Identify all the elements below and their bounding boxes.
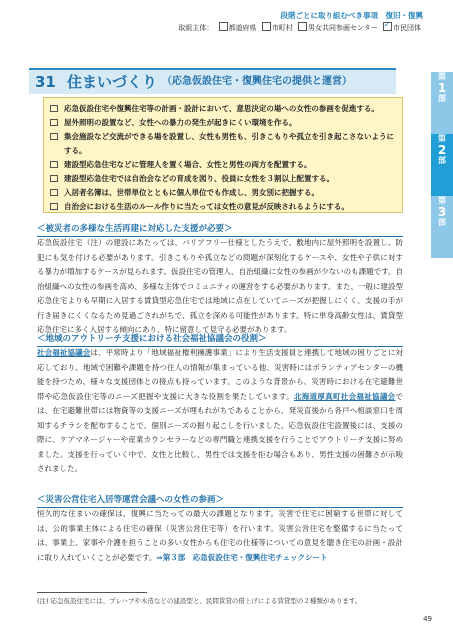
actor-line — [178, 22, 421, 33]
org-name-2: 北海道厚真町社会福祉協議会 — [293, 391, 396, 401]
section-body-2: 社会福祉協議会は、平常時より「地域福祉権利擁護事業」により生活支援員と連携して地域の困りごとに対応しており、地域で困難や課題を持つ住人の情報が集まっている他、災害時にはボランティアセンターの機能を持つため、様々な支援団体との接点も持っています。このような背景から、災害時における在宅避難世帯や応急仮設住宅等のニーズ把握や支援に大きな役割を果たしています。北海道厚真町社会福祉協議会では、在宅避難世帯には物資等の支援ニーズが埋もれがちであることから、発災直後から各戸へ相談窓口を周知するチラシを配布することで、個別ニーズの掘り起こしを行いました。応急仮設住宅設置後には、支援の際に、ケアマネージャーや産業カウンセラーなどの専門職と連携支援を行うことでアウトリーチ支援に努めました。支援を行っていく中で、女性と比較し、男性では支援を拒む場合もあり、男性支援の困難さが示唆されました。 — [37, 348, 404, 473]
page-title-bar — [29, 68, 396, 94]
checkbox[interactable] — [50, 105, 58, 112]
reference-link[interactable]: ⇒第３部 応急仮設住宅・復興住宅チェックシート — [156, 552, 328, 562]
checklist-box — [43, 97, 403, 213]
actor-checkbox-citizen — [383, 22, 392, 31]
checklist-item: 屋外照明の設置など、女性への暴力の発生が起きにくい環境を作る。 — [50, 116, 396, 130]
side-tab-part-3[interactable]: 第 3 部 — [431, 196, 453, 258]
section-heading-1: ＜被災者の多様な生活再建に対応した支援が必要＞ — [37, 222, 403, 237]
checkbox[interactable] — [50, 203, 58, 210]
side-tab-part-1[interactable]: 第 1 部 — [431, 72, 453, 134]
actor-label: 取組主体： — [178, 24, 214, 32]
checklist-item: 自治会における生活のルール作りに当たっては女性の意見が反映されるようにする。 — [50, 200, 396, 214]
checklist-item: 入居者名簿は、世帯単位とともに個人単位でも作成し、男女別に把握する。 — [50, 186, 396, 200]
actor-citizen: 市民団体 — [393, 24, 421, 32]
section-heading-2: ＜地域のアウトリーチ支援における社会福祉協議会の役割＞ — [37, 332, 403, 347]
checklist-item: 建設型応急住宅などに管理人を置く場合、女性と男性の両方を配置する。 — [50, 158, 396, 172]
checkbox[interactable] — [50, 161, 58, 168]
checkbox[interactable] — [50, 189, 58, 196]
actor-center: 男女共同参画センター — [308, 24, 378, 32]
actor-municipality: 市町村 — [271, 24, 293, 32]
checkbox[interactable] — [50, 133, 58, 140]
checkbox[interactable] — [50, 119, 58, 126]
checklist-item: 建設型応急住宅では自治会などの育成を図り、役員に女性を３割以上配置する。 — [50, 172, 396, 186]
title-number: 31 — [35, 73, 56, 91]
actor-prefecture: 都道府県 — [228, 24, 257, 32]
side-tab-part-2[interactable]: 第 2 部 — [431, 134, 453, 196]
org-name-1: 社会福祉協議会 — [37, 348, 91, 357]
page-subtitle: （応急仮設住宅・復興住宅の提供と運営） — [162, 76, 352, 87]
section-heading-3: ＜災害公営住宅入居等運営会議への女性の参画＞ — [37, 493, 403, 508]
section-body-3: 恒久的な住まいの確保は、復興に当たっての最大の課題となります。災害で住宅に困窮する世帯に対しては、公的事業主体による住宅の確保（災害公営住宅等）を行います。災害公営住宅を整備するに当たっては、事業上、家事や介護を担うことの多い女性からも住宅の仕様等についての意見を聴き住宅の計画・設計に取り入れていくことが必要です。⇒第３部 応急仮設住宅・復興住宅チェックシート — [37, 509, 403, 562]
actor-checkbox-prefecture — [219, 22, 228, 31]
checkbox[interactable] — [50, 175, 58, 182]
stage-header: 段階ごとに取り組むべき事項 復旧・復興 — [280, 11, 423, 20]
page-title: 住まいづくり — [67, 73, 158, 91]
actor-checkbox-center — [298, 22, 307, 31]
footnote-divider — [37, 592, 147, 593]
page-number: 49 — [423, 615, 432, 623]
checklist-item: 応急仮設住宅や復興住宅等の計画・設計において、意思決定の場への女性の参画を促進する。 — [50, 102, 396, 116]
checklist-item: 集会施設など交流ができる場を設置し、女性も男性も、引きこもりや孤立を引き起こさないようにする。 — [50, 130, 396, 158]
section-body-1: 応急仮設住宅（注）の建設にあたっては、バリアフリー仕様としたうえで、敷地内に屋外照明を設置し、防犯にも気を付ける必要があります。引きこもりや孤立などの問題が深刻化するケースや、女性や子供に対する暴力が増加するケースが見られます。仮設住宅の管理人、自治組織に女性の参画が少ないのも課題です。自治組織への女性の参画を高め、多様な主体でコミュニティの運営をする必要があります。また、一般に建設型応急住宅よりも早期に入居する賃貸型応急住宅では地域に点在していてニーズが把握しにくく、支援の手が行き届きにくくなるため見過ごされがちで、孤立を深める可能性があります。特に単身高齢女性は、賃貸型応急住宅に多く入居する傾向にあり、特に留意して見守る必要があります。 — [37, 238, 403, 334]
actor-checkbox-municipality — [262, 22, 271, 31]
footnote: (注) 応急仮設住宅には、プレハブや木造などの建設型と、民間賃貸の借上げによる賃貸型の２種類があります。 — [37, 597, 362, 605]
